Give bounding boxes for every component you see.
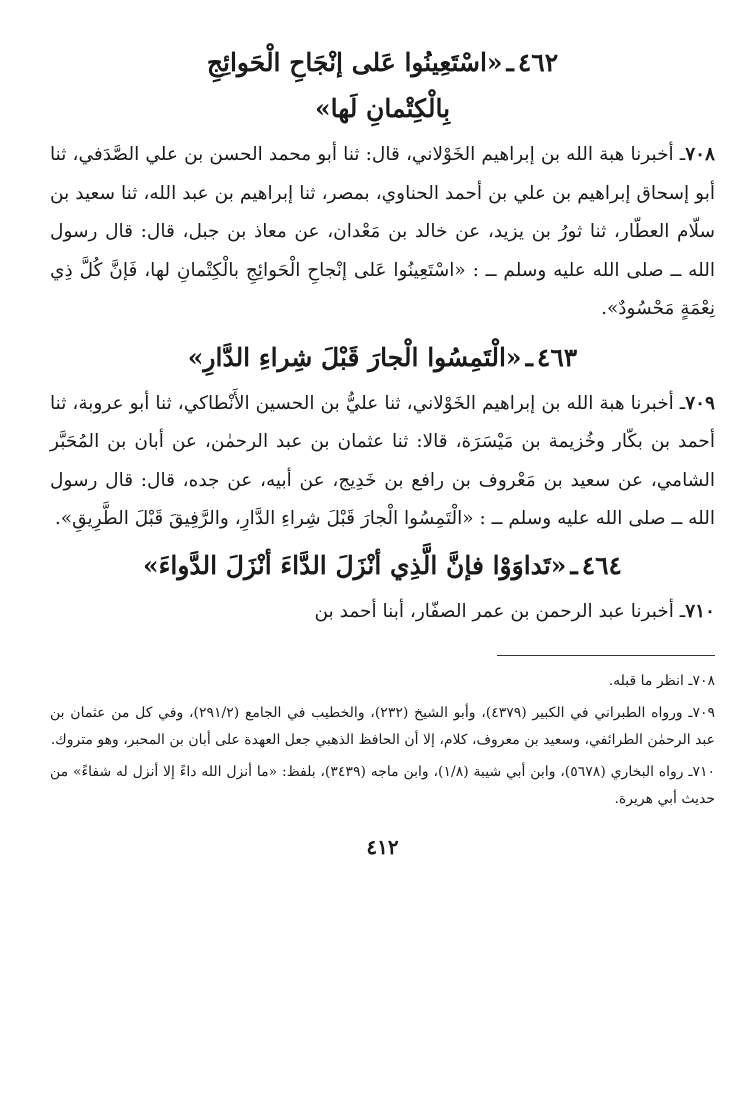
chapter-title-463 — [50, 335, 715, 381]
chapter-separator: ـ — [506, 48, 514, 77]
hadith-text: ـ أخبرنا هبة الله بن إبراهيم الخَوْلاني، ثنا عليُّ بن الحسين الأَنْطاكي، ثنا أبو عروبة، ثنا أحمد بن بكّار وخُزيمة بن مَيْسَرَة، قالا: ثنا عثمان بن عبد الرحمٰن، عن أبان بن المُحَبَّر الشامي، عن سعيد بن مَعْروف بن رافع بن خَدِيج، عن أبيه، عن جده، قال: قال رسول الله ــ صلى الله عليه وسلم ــ : «الْتَمِسُوا الْجارَ قَبْلَ شِراءِ الدَّارِ، والرَّفِيقَ قَبْلَ الطَّرِيقِ». — [50, 392, 715, 529]
hadith-709 — [50, 385, 715, 539]
hadith-710 — [50, 593, 715, 632]
chapter-title-464 — [50, 543, 715, 589]
footnote-708: ٧٠٨ـ انظر ما قبله. — [608, 673, 715, 689]
footnote-divider — [497, 655, 715, 656]
hadith-number: ٧٠٩ — [685, 392, 715, 414]
chapter-title-text: «تَداوَوْا فإنَّ الَّذِي أنْزَلَ الدَّاءَ أنْزَلَ الدَّواءَ» — [143, 550, 567, 580]
footnote-710: ٧١٠ـ رواه البخاري (٥٦٧٨)، وابن أبي شيبة (١/٨)، وابن ماجه (٣٤٣٩)، بلفظ: «ما أنزل الله داءً إلا أنزل له شفاءً» من حديث أبي هريرة. — [50, 764, 716, 807]
hadith-number: ٧٠٨ — [685, 144, 715, 165]
hadith-text: ـ أخبرنا هبة الله بن إبراهيم الخَوْلاني، قال: ثنا أبو محمد الحسن بن علي الصَّدَفي، ثنا أبو إسحاق إبراهيم بن علي بن أحمد الحناوي، بمصر، ثنا إبراهيم بن عبد الله، ثنا سعيد بن سلّام العطّار، ثنا ثورُ بن يزيد، عن خالد بن مَعْدان، عن معاذ بن جبل، قال: قال رسول الله ــ صلى الله عليه وسلم ــ : «اسْتَعِينُوا عَلى إنْجاحِ الْحَوائِجِ بالْكِتْمانِ لها، فَإنَّ كُلَّ ذِي نِعْمَةٍ مَحْسُودٌ». — [50, 144, 715, 319]
chapter-title-462 — [50, 40, 715, 132]
page-number: ٤١٢ — [366, 835, 399, 859]
chapter-number: ٤٦٣ — [536, 342, 578, 372]
book-page — [50, 40, 715, 859]
footnote-709: ٧٠٩ـ ورواه الطبراني في الكبير (٤٣٧٩)، وأبو الشيخ (٢٣٢)، والخطيب في الجامع (٢٩١/٢)، وفي كل من عثمان بن عبد الرحمٰن الطرائفي، وسعيد بن معروف، كلام، إلا أن الحافظ الذهبي جعل العهدة على أبان بن المحبر، وهو متروك. — [50, 705, 716, 748]
chapter-separator: ـ — [525, 342, 533, 372]
hadith-text: ـ أخبرنا عبد الرحمن بن عمر الصفّار، أبنا أحمد بن — [314, 600, 686, 622]
chapter-title-text: «اسْتَعِينُوا عَلى إنْجَاحِ الْحَوائِجِ — [206, 48, 503, 77]
chapter-title-continuation: بِالْكِتْمانِ لَها» — [314, 94, 451, 123]
chapter-number: ٤٦٢ — [517, 48, 559, 77]
chapter-separator: ـ — [570, 550, 578, 580]
hadith-number: ٧١٠ — [685, 600, 715, 622]
hadith-708 — [50, 136, 715, 329]
chapter-title-text: «الْتَمِسُوا الْجارَ قَبْلَ شِراءِ الدَّارِ» — [187, 342, 522, 372]
chapter-number: ٤٦٤ — [581, 550, 622, 580]
